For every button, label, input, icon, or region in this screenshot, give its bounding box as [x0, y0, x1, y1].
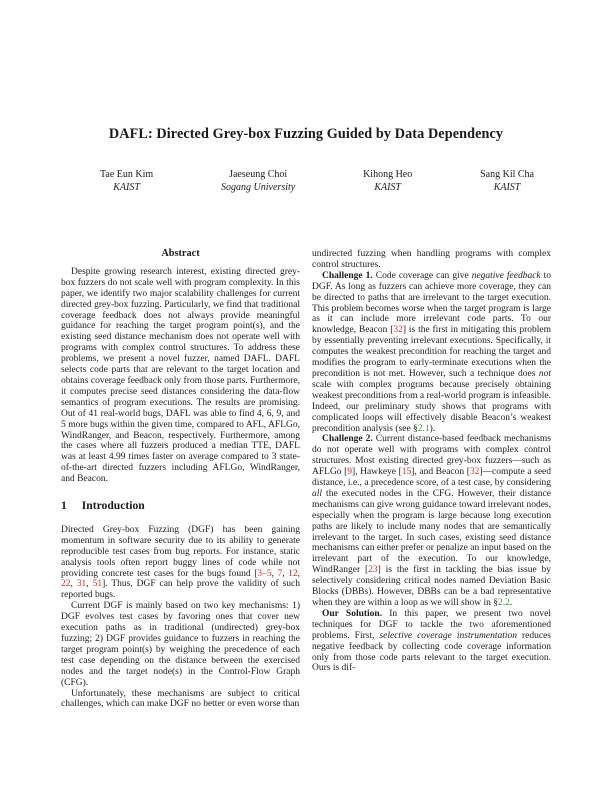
author-affiliation: Sogang University — [221, 182, 296, 193]
author-name: Jaeseung Choi — [229, 169, 288, 180]
section-heading-introduction — [61, 501, 300, 512]
text-segment: Our Solution. — [322, 608, 383, 619]
text-segment: , — [271, 568, 278, 579]
text-segment: undirected fuzzing when handling programs with complex control structures. — [312, 249, 551, 270]
paragraph — [312, 434, 551, 609]
paragraph — [61, 689, 300, 711]
paragraph — [61, 601, 300, 688]
text-segment: , — [70, 579, 77, 590]
citation-link[interactable]: 31 — [76, 579, 87, 590]
text-segment: , — [86, 579, 93, 590]
citation-link[interactable]: 32 — [469, 467, 480, 478]
citation-link[interactable]: 15 — [401, 467, 412, 478]
text-segment: . — [509, 598, 513, 608]
text-segment: Challenge 1. — [322, 270, 373, 281]
author-block — [100, 168, 153, 194]
author-affiliation: KAIST — [374, 182, 401, 193]
paragraph — [61, 267, 300, 485]
text-segment: not — [538, 368, 551, 379]
text-segment: the executed nodes in the CFG. However, their distance mechanisms can give wrong guidance toward irrelevant nodes, especially when the program is large because long execution paths are likely to include many nodes that are semantically irrelevant to the target. In such cases, existing seed distance mechanisms can either prefer or penalize an input based on the irrelevant part of the execution. To our knowledge, WindRanger [ — [312, 488, 552, 576]
text-segment: to DGF. As long as fuzzers can achieve more coverage, they can be directed to paths that are irrelevant to the target execution. This problem becomes worse when the target program is large as it can include more irrelevant code parts. To our knowledge, Beacon [ — [312, 270, 552, 336]
paper-title: DAFL: Directed Grey-box Fuzzing Guided by Data Dependency — [108, 126, 504, 142]
section-link[interactable]: 2.2 — [498, 598, 510, 608]
paragraph — [312, 609, 551, 674]
text-segment: In this paper, we present two novel techniques for DGF to tackle the two aforementioned problems. First, — [312, 608, 551, 641]
text-segment: Current DGF is mainly based on two key mechanisms: 1) DGF evolves test cases by favoring ones that cover new execution paths as in traditional (undirected) grey-box fuzzing; 2) DGF provides guidance to fuzzers in reaching the target program point(s) by weighing the precedence of each test case depending on the distance between the exercised nodes and the target node(s) in the Control-Flow Graph (CFG). — [61, 601, 300, 688]
author-affiliation: KAIST — [113, 182, 140, 193]
text-segment: negative feedback — [471, 270, 541, 281]
author-block — [221, 168, 295, 194]
text-segment: ], Hawkeye [ — [352, 467, 402, 478]
text-segment: ]. Thus, DGF can help prove the validity of such reported bugs. — [61, 579, 301, 601]
text-segment: ], and Beacon [ — [411, 467, 470, 478]
text-segment: all — [312, 488, 323, 499]
abstract-body — [61, 267, 300, 485]
text-segment: Unfortunately, these mechanisms are subject to critical challenges, which can make DGF no better or even worse than — [61, 688, 300, 710]
citation-link[interactable]: 7 — [277, 568, 283, 579]
text-segment: selective coverage instrumentation — [379, 630, 518, 641]
text-segment: Directed Grey-box Fuzzing (DGF) has been gaining momentum in software security due to its ability to generate reproducible test cases from bug reports. For instance, static analysis tools often report buggy lines of code while not providing concrete test cases for the bugs found [ — [61, 524, 300, 579]
text-segment: ] is the first in tackling the bias issue by selectively considering critical nodes named Deviation Basic Blocks (DBBs). However, DBBs can be a bad representative when they are within a loop as we will show in § — [312, 565, 552, 608]
author-block — [480, 168, 534, 194]
author-block — [363, 168, 412, 194]
text-segment: Challenge 2. — [322, 434, 373, 445]
abstract-heading: Abstract — [161, 248, 200, 259]
section-title: Introduction — [81, 499, 145, 513]
section-number: 1 — [61, 499, 67, 513]
author-name: Sang Kil Cha — [480, 169, 534, 180]
paragraph — [61, 525, 300, 601]
text-segment: Current distance-based feedback mechanisms do not operate well with programs with complex control structures. Most existing directed grey-box fuzzers—such as AFLGo [ — [312, 434, 551, 478]
paragraph — [312, 271, 551, 435]
citation-link[interactable]: 32 — [393, 325, 403, 336]
citation-link[interactable]: 23 — [368, 565, 378, 576]
text-segment: Despite growing research interest, existing directed grey-box fuzzers do not scale well with program complexity. In this paper, we identify two major scalability challenges for current directed grey-box fuzzing. Particularly, we find that traditional coverage feedback does not always provide meaningful guidance for reaching the target program point(s), and the existing seed distance mechanism does not operate well with programs with complex control structures. To address these problems, we present a novel fuzzer, named DAFL. DAFL selects code parts that are relevant to the target location and obtains coverage feedback only from those parts. Furthermore, it computes precise seed distances considering the data-flow semantics of program executions. The results are promising. Out of 41 real-world bugs, DAFL was able to find 4, 6, 9, and 5 more bugs within the given time, compared to AFL, AFLGo, WindRanger, and Beacon, respectively. Furthermore, among the cases where all fuzzers produced a median TTE, DAFL was at least 4.99 times faster on average compared to 3 state-of-the-art directed fuzzers including AFLGo, WindRanger, and Beacon. — [61, 266, 300, 485]
citation-link[interactable]: 51 — [92, 579, 103, 590]
right-column-body — [312, 249, 551, 674]
citation-link[interactable]: 9 — [347, 467, 353, 478]
right-column — [312, 249, 551, 674]
author-affiliation: KAIST — [493, 182, 521, 193]
text-segment: ]—compute a seed distance, i.e., a precedence score, of a test case, by considering — [312, 467, 551, 489]
text-segment: Code coverage can give — [372, 270, 472, 281]
text-segment: scale with complex programs because precisely obtaining weakest preconditions from a real-world program is infeasible. Indeed, our preliminary study shows that programs with complicated loops will effectively disable Beacon’s weakest precondition analysis (see § — [312, 379, 552, 434]
section-link[interactable]: 2.1 — [417, 423, 430, 434]
intro-body — [61, 525, 300, 710]
text-segment: , — [282, 568, 289, 579]
text-segment: , — [297, 568, 301, 579]
left-column — [61, 249, 300, 710]
text-segment: ] is the first in mitigating this problem by essentially preventing irrelevant executions. Specifically, it computes the weakest precondition for reaching the target and modifies the program to early-terminate executions when the precondition is not met. However, such a technique does — [312, 325, 551, 379]
author-name: Tae Eun Kim — [100, 169, 154, 180]
citation-link[interactable]: 3–5 — [257, 568, 272, 579]
paragraph — [312, 249, 551, 271]
citation-link[interactable]: 12 — [288, 568, 298, 579]
text-segment: reduces negative feedback by collecting code coverage information only from those code parts relevant to the target execution. Ours is dif- — [312, 630, 551, 674]
citation-link[interactable]: 22 — [61, 579, 71, 590]
text-segment: ). — [429, 423, 436, 434]
author-name: Kihong Heo — [363, 169, 413, 180]
author-list — [100, 168, 534, 194]
